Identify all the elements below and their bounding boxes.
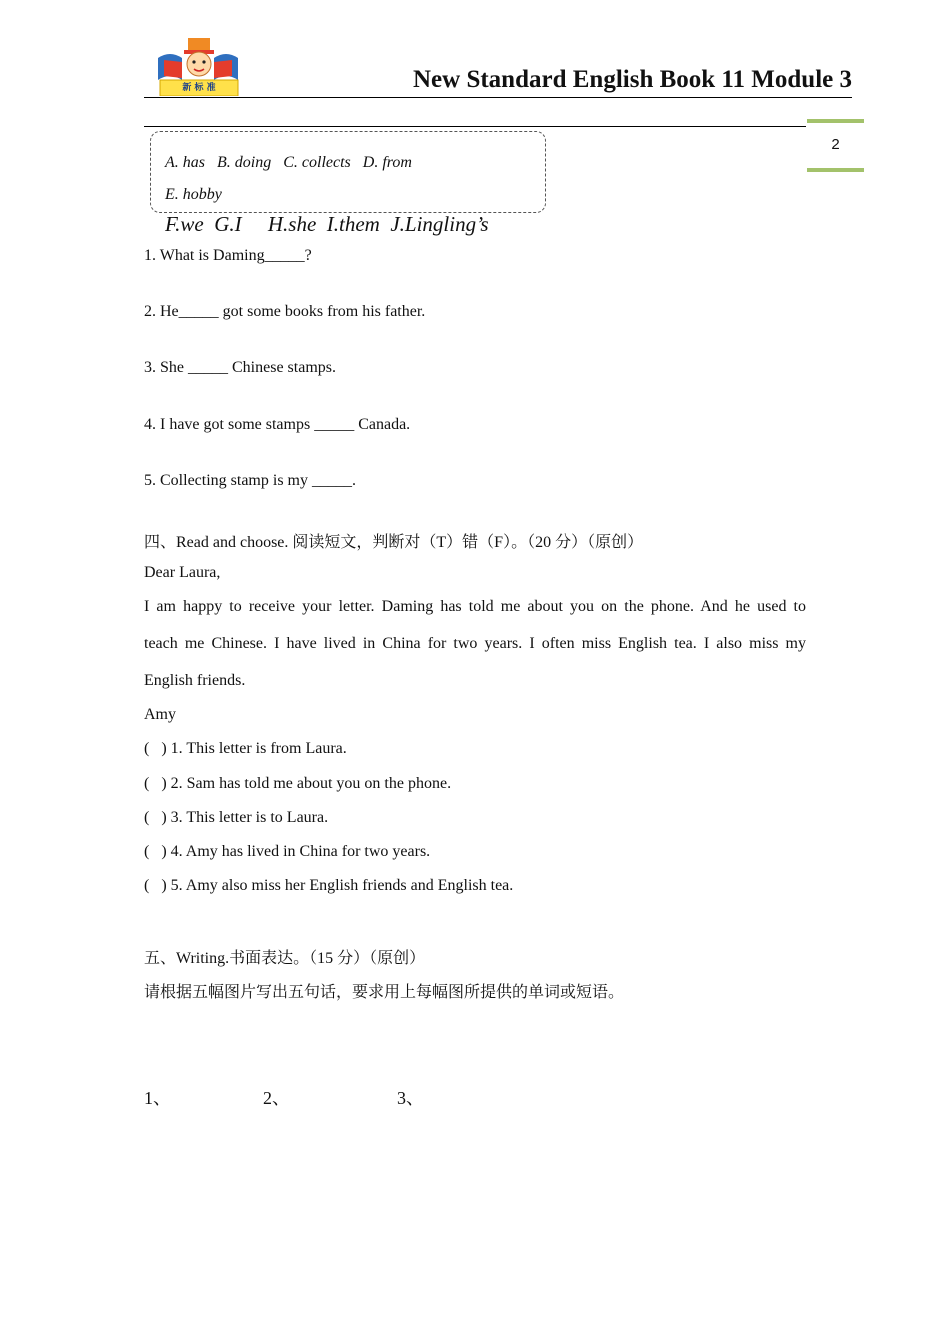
statement-2: ( ) 2. Sam has told me about you on the phone.: [144, 775, 452, 792]
letter-signature: Amy: [144, 706, 176, 723]
question-1: 1. What is Daming_____?: [144, 247, 312, 264]
question-4: 4. I have got some stamps _____ Canada.: [144, 416, 411, 433]
header-title: New Standard English Book 11 Module 3: [413, 66, 852, 93]
answer-number-3: 3、: [397, 1088, 424, 1108]
page-number-bar-top: [807, 119, 864, 123]
question-2: 2. He_____ got some books from his father.: [144, 303, 426, 320]
header-divider: [144, 97, 852, 98]
letter-body-line-3: English friends.: [144, 672, 246, 689]
publisher-logo: [152, 36, 244, 96]
content-divider: [144, 126, 806, 127]
letter-body-line-2: teach me Chinese. I have lived in China for two years. I often miss English tea. I also miss my: [144, 635, 806, 652]
letter-body-line-1: I am happy to receive your letter. Daming has told me about you on the phone. And he used to: [144, 598, 806, 615]
statement-3: ( ) 3. This letter is to Laura.: [144, 809, 329, 826]
options-line-3: F.we G.I H.she I.them J.Lingling’s: [165, 212, 489, 236]
options-line-2: E. hobby: [165, 186, 222, 203]
answer-number-2: 2、: [263, 1088, 290, 1108]
question-3: 3. She _____ Chinese stamps.: [144, 359, 336, 376]
page-number-bar-bottom: [807, 168, 864, 172]
section5-heading: 五、Writing.书面表达。（15 分）（原创）: [144, 950, 426, 967]
section5-instruction: 请根据五幅图片写出五句话，要求用上每幅图所提供的单词或短语。: [144, 984, 625, 1001]
letter-salutation: Dear Laura,: [144, 564, 221, 581]
options-line-1: A. has B. doing C. collects D. from: [165, 154, 412, 171]
statement-5: ( ) 5. Amy also miss her English friends and English tea.: [144, 877, 514, 894]
answer-number-1: 1、: [144, 1088, 171, 1108]
page-number: 2: [831, 136, 840, 153]
statement-1: ( ) 1. This letter is from Laura.: [144, 740, 347, 757]
question-5: 5. Collecting stamp is my _____.: [144, 472, 356, 489]
section4-heading: 四、Read and choose. 阅读短文，判断对（T）错（F）。（20 分）（原创）: [144, 534, 644, 551]
statement-4: ( ) 4. Amy has lived in China for two years.: [144, 843, 431, 860]
logo-text: 新 标 准: [182, 83, 216, 93]
